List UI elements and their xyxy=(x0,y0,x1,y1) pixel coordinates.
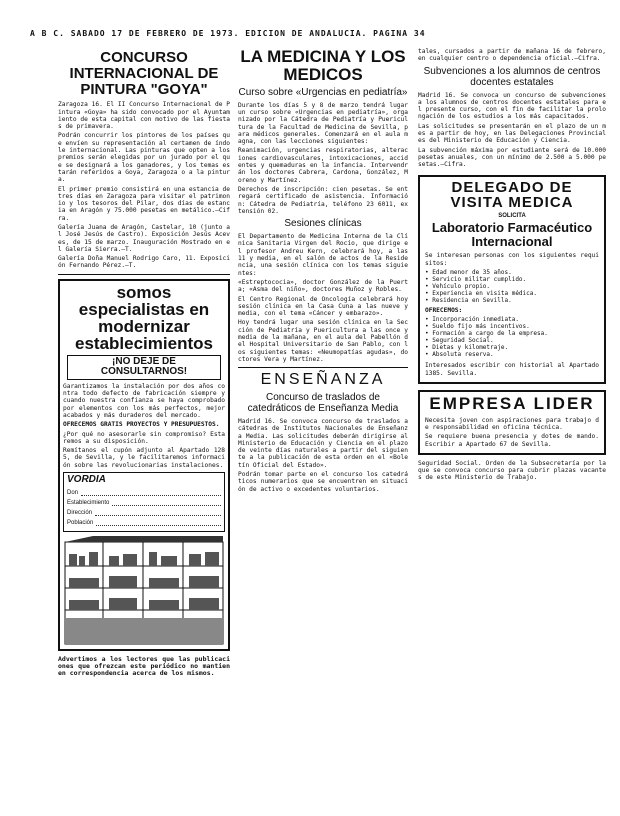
list-item: • Seguridad Social. xyxy=(425,337,599,344)
clinical-paragraph-1: El Departamento de Medicina Interna de la Clínica Sanitaria Virgen del Rocío, que dirige el profesor Andreu Kern, celebrará hoy, a las 11 y media, en el salón de actos de la Residencia, una sesión clínica con los temas siguientes: xyxy=(238,233,408,277)
education-paragraph-2: Podrán tomar parte en el concurso los catedráticos numerarios que se encuentren en situación de activo o excedentes voluntarios. xyxy=(238,471,408,493)
reader-notice: Advertimos a los lectores que las publicaciones que ofrezcan este periódico no mantienen correspondencia acerca de los mismos. xyxy=(58,654,230,678)
offer-list xyxy=(425,316,599,358)
divider xyxy=(58,274,230,275)
education-subheadline: Concurso de traslados de catedráticos de Enseñanza Media xyxy=(247,391,399,414)
column-3 xyxy=(418,48,606,813)
offer-heading: OFRECEMOS: xyxy=(425,306,463,314)
list-item: • Edad menor de 35 años. xyxy=(425,269,599,276)
education-headline: ENSEÑANZA xyxy=(260,371,386,389)
ad-tagline: ¡NO DEJE DE CONSULTARNOS! xyxy=(67,355,221,380)
subsidies-paragraph-3: La subvención máxima por estudiante será de 10.000 pesetas anuales, con un mínimo de 2.500 a 5.000 pesetas.—Cifra. xyxy=(418,146,606,169)
column-1 xyxy=(58,44,230,814)
delegate-solicita: SOLICITA xyxy=(498,213,526,220)
subsidies-paragraph-2: Las solicitudes se presentarán en el plazo de un mes a partir de hoy, en las Delegaciones Provinciales del Ministerio de Educación y Ciencia. xyxy=(418,122,606,145)
shelves-drawing xyxy=(63,536,225,646)
ad-paragraph-1: Garantizamos la instalación por dos años contra todo defecto de fabricación siempre y cuando nuestra confianza se haya comprobado por elementos con los más perfectos, mejor acabados y más duraderos del mercado. xyxy=(63,382,225,419)
coupon-brand: VORDIA xyxy=(67,474,106,486)
list-item: • Dietas y kilometraje. xyxy=(425,344,599,351)
form-field-poblacion[interactable]: Población xyxy=(67,519,221,526)
clinical-paragraph-4: Hoy tendrá lugar una sesión clínica en la Sección de Pediatría y Puericultura a las once y media de la mañana, en el aula del Pabellón del Hospital Universitario de San Pablo, con los siguientes temas: «Neumopatías agudas», doctores Vera y Martínez. xyxy=(238,319,408,363)
shop-ad xyxy=(58,279,230,651)
divider xyxy=(238,367,408,368)
medicine-paragraph-1: Durante los días 5 y 8 de marzo tendrá lugar un curso sobre «Urgencias en pediatría», organizado por la Cátedra de Pediatría y Puericultura de la Facultad de Medicina de Sevilla, para médicos generales. Comenzará en el aula magna, con las lecciones siguientes: xyxy=(238,101,408,146)
form-field-direccion[interactable]: Dirección xyxy=(67,509,221,516)
requirements-list xyxy=(425,269,599,304)
list-item: • Servicio militar cumplido. xyxy=(425,276,599,283)
list-item: • Vehículo propio. xyxy=(425,283,599,290)
ad-paragraph-4: Remítanos el cupón adjunto al Apartado 1285, de Sevilla, y le facilitaremos información sobre las revolucionarias instalaciones. xyxy=(63,447,225,469)
goya-paragraph-1: Zaragoza 16. El II Concurso Internacional de Pintura «Goya» ha sido convocado por el Ayuntamiento de esta capital con motivo de las fiestas de primavera. xyxy=(58,101,230,131)
medicine-headline: LA MEDICINA Y LOS MEDICOS xyxy=(240,48,406,84)
ad-headline: somos especialistas en modernizar establecimientos xyxy=(75,282,213,353)
lab-name: Laboratorio Farmacéutico Internacional xyxy=(431,220,593,249)
coupon-form xyxy=(63,472,225,532)
lider-paragraph-2: Se requiere buena presencia y dotes de mando. Escribir a Apartado 67 de Sevilla. xyxy=(425,433,599,448)
goya-paragraph-2: Podrán concurrir los pintores de los países que envíen su representación al certamen de índole internacional. Las pinturas que opten a los premios serán elegidas por un jurado por el que se designará a los ganadores, y los temas estarán referidos a Goya, Zaragoza o a la pintura. xyxy=(58,132,230,184)
medical-delegate-ad xyxy=(418,175,606,384)
empresa-lider-ad xyxy=(418,390,606,455)
delegate-intro: Se interesan personas con los siguientes requisitos: xyxy=(425,252,599,267)
gallery-notice-2: Galería Doña Manuel Rodrigo Caro, 11. Exposición Fernando Pérez.—T. xyxy=(58,255,230,270)
lider-paragraph-1: Necesita joven con aspiraciones para trabajo de responsabilidad en oficina técnica. xyxy=(425,416,599,431)
gallery-notice-1: Galería Juana de Aragón, Castelar, 10 (junto al José Jesús de Castro). Exposición Jesús Aceves, de 15 de marzo. Inauguración Mostrado en el Galería Sierra.—T. xyxy=(58,224,230,253)
education-paragraph-1: Madrid 16. Se convoca concurso de traslados a cátedras de Institutos Nacionales de Enseñanza Media. Las solicitudes deberán dirigirse al Ministerio de Educación y Ciencia en el plazo de veinte días naturales a partir del siguiente a la publicación de esta orden en el «Boletín Oficial del Estado». xyxy=(238,417,408,469)
list-item: • Formación a cargo de la empresa. xyxy=(425,330,599,337)
medicine-paragraph-3: Derechos de inscripción: cien pesetas. Se entregará certificado de asistencia. Información: Cátedra de Pediatría, teléfono 23 6011, extensión 02. xyxy=(238,185,408,215)
column-2 xyxy=(238,48,408,813)
medicine-paragraph-2: Reanimación, urgencias respiratorias, alteraciones cardiovasculares, intoxicaciones, accidentes y quemaduras en la infancia. Intervendrán los doctores Cabrera, Cardona, González, Moreno y Martínez. xyxy=(238,147,408,184)
store-shelves-illustration xyxy=(63,536,225,646)
goya-paragraph-3: El primer premio consistirá en una estancia de tres días en Zaragoza para visitar el patrimonio y los tesoros del Pilar, dos días de estancia en Aragón y 75.000 pesetas en metálico.—Cifra. xyxy=(58,185,230,222)
ad-paragraph-2: OFRECEMOS GRATIS PROYECTOS Y PRESUPUESTOS. xyxy=(63,421,220,429)
subsidies-subheadline: Subvenciones a los alumnos de centros docentes estatales xyxy=(423,65,601,88)
lider-headline: EMPRESA LIDER xyxy=(429,393,595,413)
social-security-notice: Seguridad Social. Orden de la Subsecretaría por la que se convoca concurso para cubrir plazas vacantes de este Ministerio de Trabajo. xyxy=(418,459,606,482)
subsidies-paragraph-1: Madrid 16. Se convoca un concurso de subvenciones a los alumnos de centros docentes estatales para el presente curso, con el fin de facilitar la prolongación de los estudios a los más capacitados. xyxy=(418,91,606,121)
list-item: • Residencia en Sevilla. xyxy=(425,297,599,304)
form-field-don[interactable]: Don xyxy=(67,489,221,496)
masthead: A B C. SABADO 17 DE FEBRERO DE 1973. EDICION DE ANDALUCIA. PAGINA 34 xyxy=(30,29,426,38)
clinical-paragraph-3: El Centro Regional de Oncología celebrará hoy sesión clínica en la Casa Cuna a las nueve y media, con el tema «Cáncer y embarazo». xyxy=(238,295,408,318)
medicine-subheadline: Curso sobre «Urgencias en pediatría» xyxy=(238,86,408,98)
form-field-establecimiento[interactable]: Establecimiento xyxy=(67,499,221,506)
list-item: • Absoluta reserva. xyxy=(425,351,599,358)
continued-paragraph: tales, cursados a partir de mañana 16 de febrero, en cualquier centro o dependencia oficial.—Cifra. xyxy=(418,48,606,63)
delegate-headline: DELEGADO DE VISITA MEDICA xyxy=(450,178,574,212)
ad-paragraph-3: ¿Por qué no asesorarle sin compromiso? Estaremos a su disposición. xyxy=(63,430,225,445)
goya-headline: CONCURSO INTERNACIONAL DE PINTURA "GOYA" xyxy=(69,49,219,98)
list-item: • Experiencia en visita médica. xyxy=(425,290,599,297)
clinical-sessions-subheadline: Sesiones clínicas xyxy=(284,218,362,230)
list-item: • Incorporación inmediata. xyxy=(425,316,599,323)
delegate-contact: Interesados escribir con historial al Apartado 1385. Sevilla. xyxy=(425,362,599,377)
list-item: • Sueldo fijo más incentivos. xyxy=(425,323,599,330)
clinical-paragraph-2: «Estreptococia», doctor González de la Puerta; «Asma del niño», doctores Muñoz y Robles. xyxy=(238,278,408,294)
